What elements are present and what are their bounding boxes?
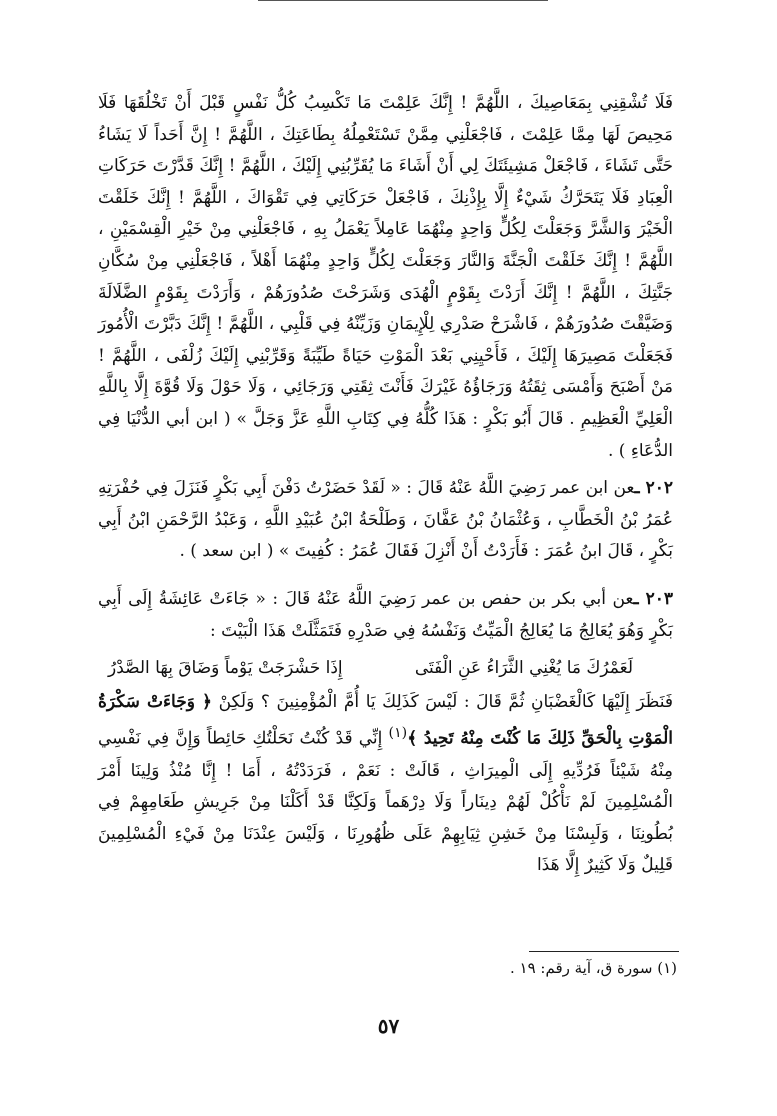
verse-second-hemistich: إِذَا حَشْرَجَتْ يَوْماً وَضَاقَ بِهَا الصَّدْرُ [108,658,343,679]
footnote-marker: (١) [388,725,408,742]
after-verse-text-1: فَنَظَرَ إِلَيْهَا كَالْغَضْبَانِ ثُمَّ قَالَ : لَيْسَ كَذَلِكَ يَا أُمَّ الْمُؤْمِنِينَ ؟ وَلَكِنْ [218,691,673,712]
quran-quote: ﴿ وَجَاءَتْ سَكْرَةُ الْمَوْتِ بِالْحَقِّ ذَلِكَ مَا كُنْتَ مِنْهُ تَحِيدُ ﴾ [98,691,673,749]
after-verse-text-2: إِنِّي قَدْ كُنْتُ نَحَلْتُكِ حَائِطاً وَإِنَّ فِي نَفْسِي مِنْهُ شَيْئاً فَرُدِّيهِ إِلَى الْمِيرَاثِ ، قَالَتْ : نَعَمْ ، فَرَدَدْتُهُ ، أَمَا ! إِنَّا مُنْذُ وَلِينَا أَمْرَ الْمُسْلِمِينَ لَمْ نَأْكُلْ لَهُمْ دِينَاراً وَلَا دِرْهَماً وَلَكِنَّا قَدْ أَكَلْنَا مِنْ جَرِيشِ طَعَامِهِمْ فِي بُطُونِنَا ، وَلَبِسْنَا مِنْ خَشِنِ ثِيَابِهِمْ عَلَى ظُهُورِنَا ، وَلَيْسَ عِنْدَنَا مِنْ فَيْءِ الْمُسْلِمِينَ قَلِيلٌ وَلَا كَثِيرٌ إِلَّا هَذَا [98,728,673,876]
footnote-rule [529,951,679,952]
paragraph-200-continued: فَلَا تُشْقِنِي بِمَعَاصِيكَ ، اللَّهُمَّ ! إِنَّكَ عَلِمْتَ مَا تَكْسِبُ كُلُّ نَفْسٍ قَبْلَ أَنْ تَخْلُقَهَا فَلَا مَحِيصَ لَهَا مِمَّا عَلِمْتَ ، فَاجْعَلْنِي مِمَّنْ تَسْتَعْمِلُهُ بِطَاعَتِكَ ، اللَّهُمَّ ! إِنَّ أَحَداً لَا يَشَاءُ حَتَّى تَشَاءَ ، فَاجْعَلْ مَشِيئَتَكَ لِي أَنْ أَشَاءَ مَا يُقَرِّبُنِي إِلَيْكَ ، اللَّهُمَّ ! إِنَّكَ قَدَّرْتَ حَرَكَاتِ الْعِبَادِ فَلَا يَتَحَرَّكُ شَيْءٌ إِلَّا بِإِذْنِكَ ، فَاجْعَلْ حَرَكَاتِي فِي تَقْوَاكَ ، اللَّهُمَّ ! إِنَّكَ خَلَقْتَ الْخَيْرَ وَالشَّرَّ وَجَعَلْتَ لِكُلٍّ وَاحِدٍ مِنْهُمَا عَامِلاً يَعْمَلُ بِهِ ، فَاجْعَلْنِي مِنْ خَيْرِ الْقِسْمَيْنِ ، اللَّهُمَّ ! إِنَّكَ خَلَقْتَ الْجَنَّةَ وَالنَّارَ وَجَعَلْتَ لِكُلٍّ وَاحِدٍ مِنْهُمَا أَهْلاً ، فَاجْعَلْنِي مِنْ سُكَّانِ جَنَّتِكَ ، اللَّهُمَّ ! إِنَّكَ أَرَدْتَ بِقَوْمٍ الْهُدَى وَشَرَحْتَ صُدُورَهُمْ ، وَأَرَدْتَ بِقَوْمٍ الضَّلَالَةَ وَضَيَّقْتَ صُدُورَهُمْ ، فَاشْرَحْ صَدْرِي لِلْإِيمَانِ وَزَيِّنْهُ فِي قَلْبِي ، اللَّهُمَّ ! إِنَّكَ دَبَّرْتَ الْأُمُورَ فَجَعَلْتَ مَصِيرَهَا إِلَيْكَ ، فَأَحْيِنِي بَعْدَ الْمَوْتِ حَيَاةً طَيِّبَةً وَقَرِّبْنِي إِلَيْكَ زُلْفَى ، اللَّهُمَّ ! مَنْ أَصْبَحَ وَأَمْسَى ثِقَتُهُ وَرَجَاؤُهُ غَيْرَكَ فَأَنْتَ ثِقَتِي وَرَجَائِي ، وَلَا حَوْلَ وَلَا قُوَّةَ إِلَّا بِاللَّهِ الْعَلِيِّ الْعَظِيمِ . قَالَ أَبُو بَكْرٍ : هَذَا كُلُّهُ فِي كِتَابِ اللَّهِ عَزَّ وَجَلَّ » ( ابن أبي الدُّنْيَا فِي الدُّعَاءِ ) . [98,93,673,461]
paragraph-203-number: ٢٠٣ ـ [633,588,673,609]
page-number: ٥٧ [377,1014,400,1038]
poetry-verse [98,653,673,685]
paragraph-203-intro [98,584,673,647]
top-rule [258,0,548,1]
paragraph-202-number: ٢٠٢ ـ [634,478,674,499]
footnote: (١) سورة ق، آية رقم: ١٩ . [509,959,677,977]
paragraph-202 [98,473,673,568]
paragraph-202-text: عن ابن عمر رَضِيَ اللَّهُ عَنْهُ قَالَ : « لَقَدْ حَضَرْتُ دَفْنَ أَبِي بَكْرٍ فَنَزَلَ فِي حُفْرَتِهِ عُمَرُ بْنُ الْخَطَّابِ ، وَعُثْمَانُ بْنُ عَفَّانَ ، وَطَلْحَةُ ابْنُ عُبَيْدِ اللَّهِ ، وَعَبْدُ الرَّحْمَنِ ابْنُ أَبِي بَكْرٍ ، قَالَ ابنُ عُمَرَ : فَأَرَدْتُ أَنْ أَنْزِلَ فَقَالَ عُمَرُ : كُفِيتَ » ( ابن سعد ) . [98,478,673,562]
paragraph-203-intro-text: عن أبي بكر بن حفص بن عمر رَضِيَ اللَّهُ عَنْهُ قَالَ : « جَاءَتْ عَائِشَةُ إِلَى أَبِي بَكْرٍ وَهُوَ يُعَالِجُ مَا يُعَالِجُ الْمَيِّتُ وَنَفْسُهُ فِي صَدْرِهِ فَتَمَثَّلَتْ هَذَا الْبَيْتَ : [98,588,673,641]
paragraph-203-body [98,687,673,882]
page-body [98,88,673,1068]
verse-first-hemistich: لَعَمْرُكَ مَا يُغْنِي الثَّرَاءُ عَنِ الْفَتَى [414,658,633,679]
